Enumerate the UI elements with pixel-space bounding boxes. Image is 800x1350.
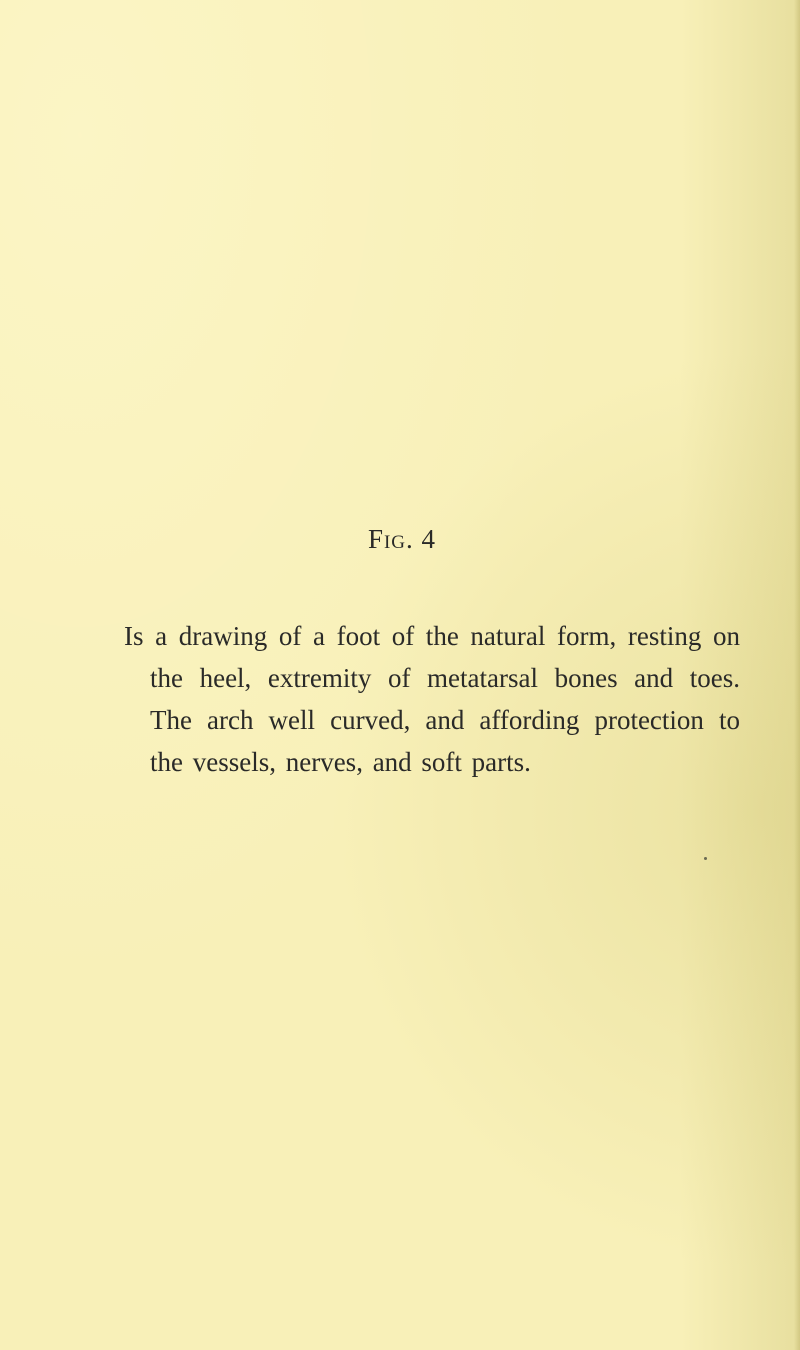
paper-speck bbox=[704, 857, 707, 860]
figure-label bbox=[0, 524, 800, 555]
figure-label-text: Fig. 4 bbox=[367, 524, 437, 554]
figure-caption: Is a drawing of a foot of the natural form, resting on the heel, extremity of metatarsal bones and toes. The arch well curved, and affording protection to the vessels, nerves, and soft parts. bbox=[124, 621, 740, 777]
page-edge-shadow bbox=[794, 0, 800, 1350]
